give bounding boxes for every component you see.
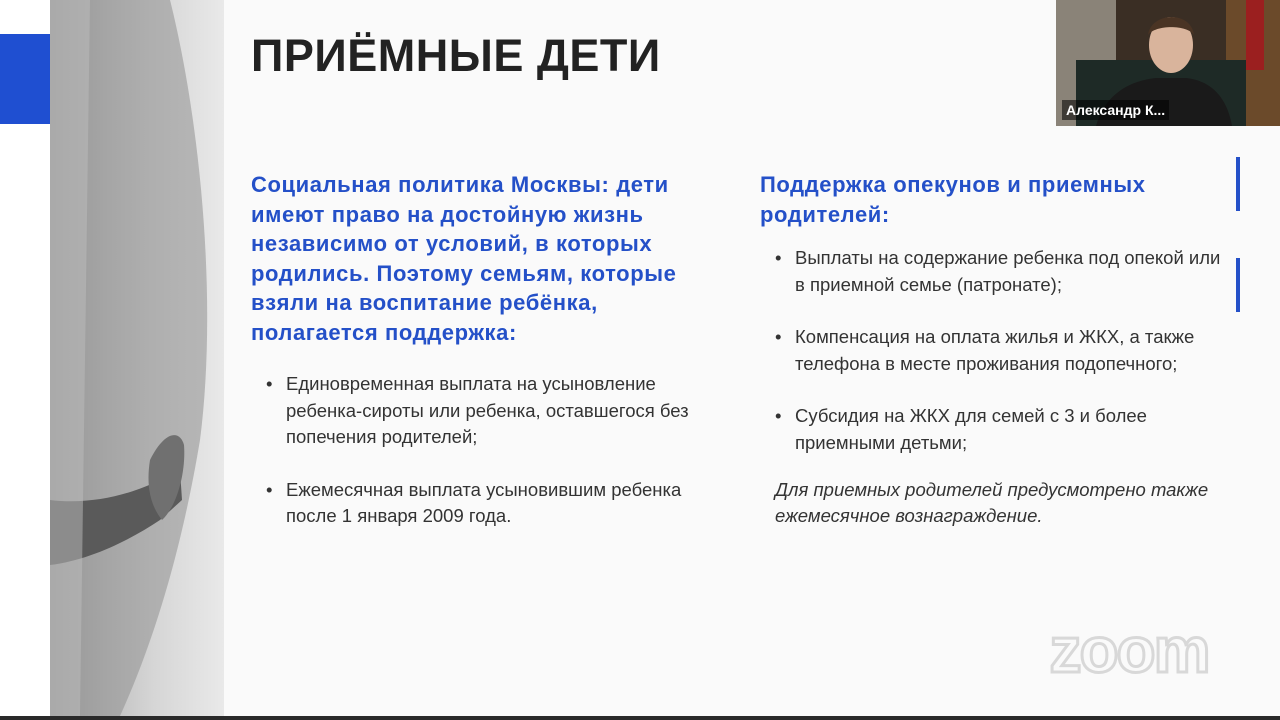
left-column-heading: Социальная политика Москвы: дети имеют право на достойную жизнь независимо от условий, в которых родились. Поэтому семьям, которые взяли на воспитание ребёнка, полагается поддержка: bbox=[251, 172, 677, 345]
participant-name-label: Александр К... bbox=[1062, 100, 1169, 120]
list-item: • Ежемесячная выплата усыновившим ребенка после 1 января 2009 года. bbox=[251, 477, 701, 530]
accent-bar-bottom bbox=[1236, 258, 1240, 312]
accent-bar-top bbox=[1236, 157, 1240, 211]
svg-text:zoom: zoom bbox=[1049, 620, 1209, 684]
slide-title: ПРИЁМНЫЕ ДЕТИ bbox=[251, 30, 661, 81]
bottom-border bbox=[0, 716, 1280, 720]
italic-note: Для приемных родителей предусмотрено также ежемесячное вознаграждение. bbox=[775, 478, 1209, 527]
right-column-heading: Поддержка опекунов и приемных родителей: bbox=[760, 172, 1146, 227]
right-column bbox=[760, 170, 1230, 530]
participant-video-tile[interactable] bbox=[1056, 0, 1280, 126]
list-item: • Компенсация на оплата жилья и ЖКХ, а также телефона в месте проживания подопечного; bbox=[760, 324, 1230, 377]
list-item: • Единовременная выплата на усыновление ребенка-сироты или ребенка, оставшегося без попечения родителей; bbox=[251, 371, 701, 451]
left-bullet-list bbox=[251, 371, 701, 530]
list-item: • Субсидия на ЖКХ для семей с 3 и более приемными детьми; bbox=[760, 403, 1230, 456]
right-bullet-list bbox=[760, 245, 1230, 457]
list-item: • Выплаты на содержание ребенка под опекой или в приемной семье (патронате); bbox=[760, 245, 1230, 298]
left-column bbox=[251, 170, 701, 530]
zoom-logo-icon bbox=[1026, 620, 1232, 684]
blue-accent-tab bbox=[0, 34, 50, 124]
photo-holding-hands bbox=[50, 0, 224, 716]
